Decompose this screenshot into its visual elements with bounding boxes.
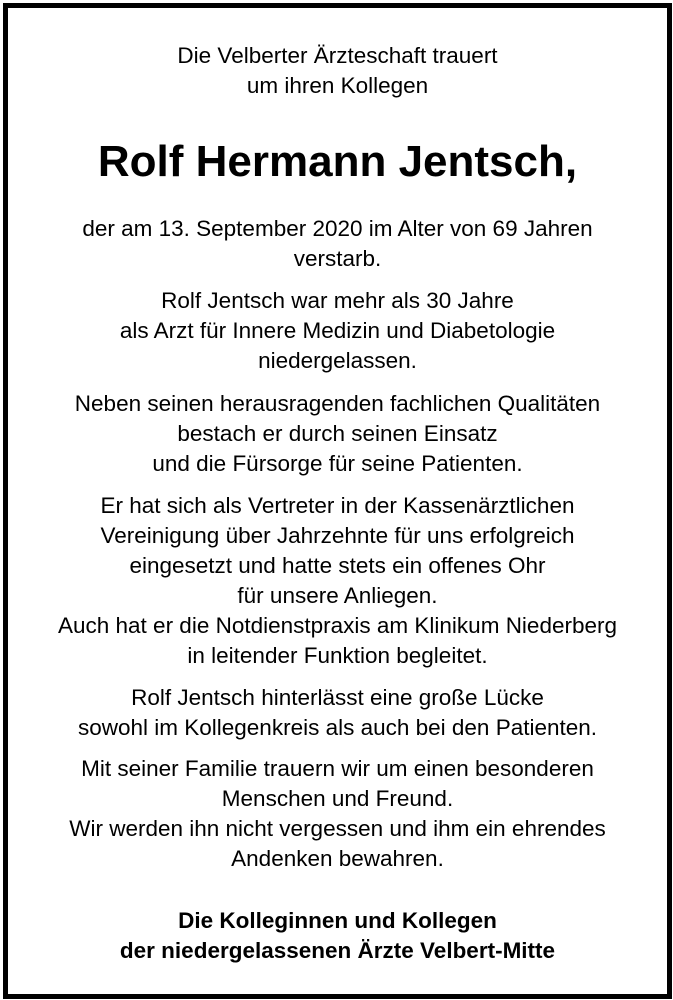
career-line-1: Rolf Jentsch war mehr als 30 Jahre	[161, 288, 514, 313]
intro-line-2: um ihren Kollegen	[246, 73, 429, 98]
service-line-1: Er hat sich als Vertreter in der Kassenärztlichen	[100, 493, 575, 518]
service-line-4: für unsere Anliegen.	[237, 583, 438, 608]
legacy-line-2: sowohl im Kollegenkreis als auch bei den Patienten.	[77, 715, 598, 740]
career-line-3: niedergelassen.	[258, 348, 417, 373]
signature-line-2: der niedergelassenen Ärzte Velbert-Mitte	[119, 938, 556, 963]
qualities-line-2: bestach er durch seinen Einsatz	[177, 421, 498, 446]
signature-line-1: Die Kolleginnen und Kollegen	[178, 908, 497, 933]
intro-line-1: Die Velberter Ärzteschaft trauert	[177, 43, 498, 68]
legacy-line-1: Rolf Jentsch hinterlässt eine große Lücke	[131, 685, 544, 710]
service-line-6: in leitender Funktion begleitet.	[187, 643, 488, 668]
service-line-3: eingesetzt und hatte stets ein offenes Ohr	[129, 553, 546, 578]
death-line-1: der am 13. September 2020 im Alter von 69 Jahren	[82, 216, 593, 241]
mourning-line-2: Menschen und Freund.	[221, 786, 454, 811]
qualities-line-3: und die Fürsorge für seine Patienten.	[152, 451, 523, 476]
death-line-2: verstarb.	[293, 246, 382, 271]
mourning-line-4: Andenken bewahren.	[231, 846, 444, 871]
mourning-line-3: Wir werden ihn nicht vergessen und ihm ein ehrendes	[69, 816, 606, 841]
deceased-name: Rolf Hermann Jentsch,	[97, 137, 578, 186]
career-line-2: als Arzt für Innere Medizin und Diabetologie	[119, 318, 556, 343]
qualities-line-1: Neben seinen herausragenden fachlichen Qualitäten	[74, 391, 601, 416]
service-line-5: Auch hat er die Notdienstpraxis am Klinikum Niederberg	[57, 613, 618, 638]
mourning-line-1: Mit seiner Familie trauern wir um einen besonderen	[81, 756, 594, 781]
obituary-frame	[3, 3, 672, 999]
service-line-2: Vereinigung über Jahrzehnte für uns erfolgreich	[100, 523, 575, 548]
